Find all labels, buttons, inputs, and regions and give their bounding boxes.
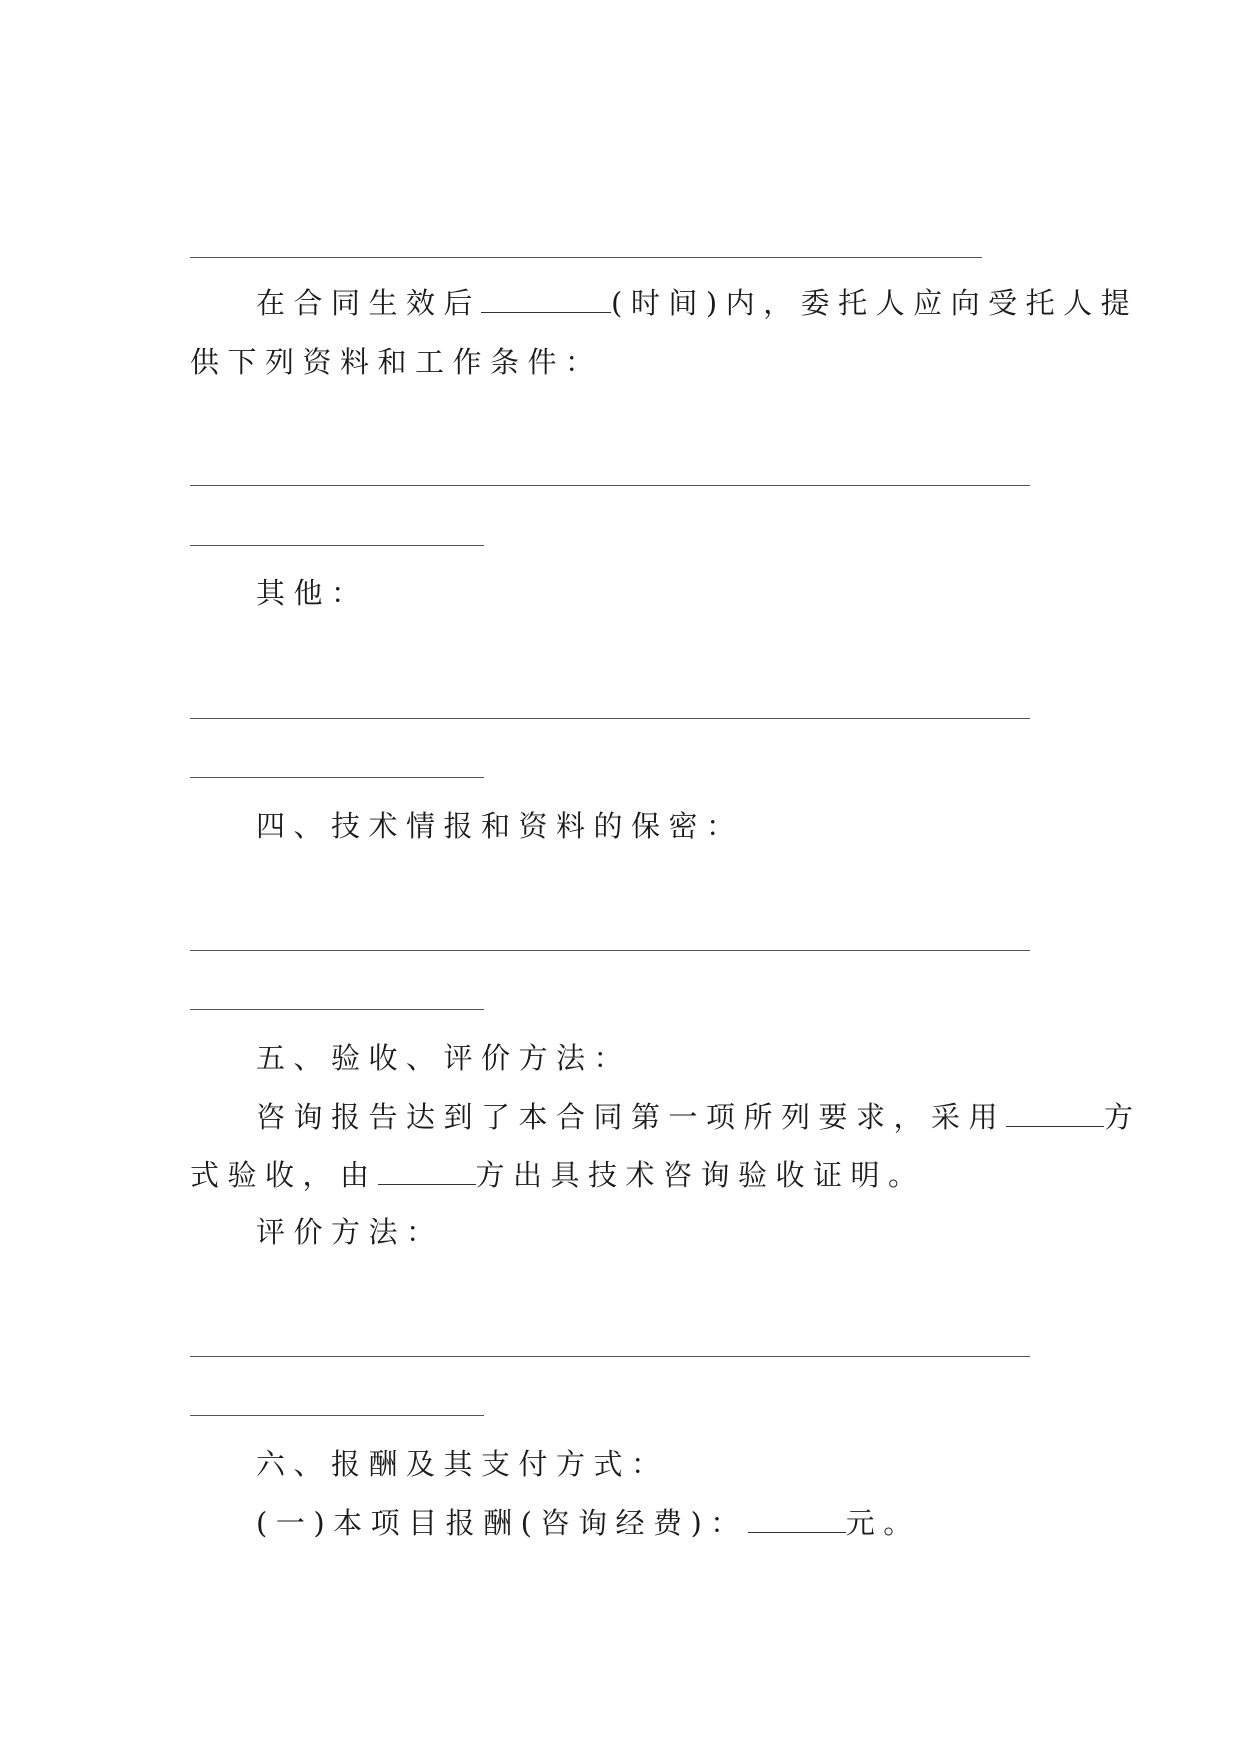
text-segment: 六、报酬及其支付方式： <box>256 1447 669 1481</box>
paragraph-line <box>190 342 603 382</box>
fill-in-line <box>190 257 982 258</box>
paragraph-line <box>190 1154 926 1195</box>
blank-field <box>481 282 611 313</box>
text-segment: 其他： <box>256 576 369 610</box>
paragraph-line <box>256 282 1138 323</box>
text-segment: 方 <box>1104 1100 1142 1134</box>
text-segment: 式验收，由 <box>190 1158 378 1192</box>
text-segment: (时间)内，委托人应向受托人提 <box>611 286 1139 320</box>
text-segment: 咨询报告达到了本合同第一项所列要求，采用 <box>256 1100 1007 1134</box>
section-heading <box>256 1444 669 1484</box>
text-segment: 五、验收、评价方法： <box>256 1041 632 1075</box>
fill-in-line <box>190 545 484 546</box>
fill-in-line <box>190 777 484 778</box>
text-segment: 方出具技术咨询验收证明。 <box>475 1158 926 1192</box>
blank-field <box>378 1154 476 1185</box>
paragraph-line <box>256 1096 1142 1137</box>
text-segment: 评价方法： <box>256 1215 444 1249</box>
text-segment: 四、技术情报和资料的保密： <box>256 809 744 843</box>
text-segment: 元。 <box>845 1506 921 1540</box>
blank-field <box>748 1502 846 1533</box>
section-heading <box>256 1038 631 1078</box>
fill-in-line <box>190 485 1030 486</box>
paragraph-line <box>256 1502 921 1543</box>
text-segment: (一)本项目报酬(咨询经费)： <box>256 1506 748 1540</box>
fill-in-line <box>190 1356 1030 1357</box>
paragraph-line <box>256 1212 444 1252</box>
fill-in-line <box>190 950 1030 951</box>
text-segment: 供下列资料和工作条件： <box>190 345 603 379</box>
section-heading <box>256 806 744 846</box>
fill-in-line <box>190 1415 484 1416</box>
paragraph-line <box>256 573 369 613</box>
text-segment: 在合同生效后 <box>256 286 482 320</box>
fill-in-line <box>190 1009 484 1010</box>
blank-field <box>1006 1096 1104 1127</box>
fill-in-line <box>190 718 1030 719</box>
